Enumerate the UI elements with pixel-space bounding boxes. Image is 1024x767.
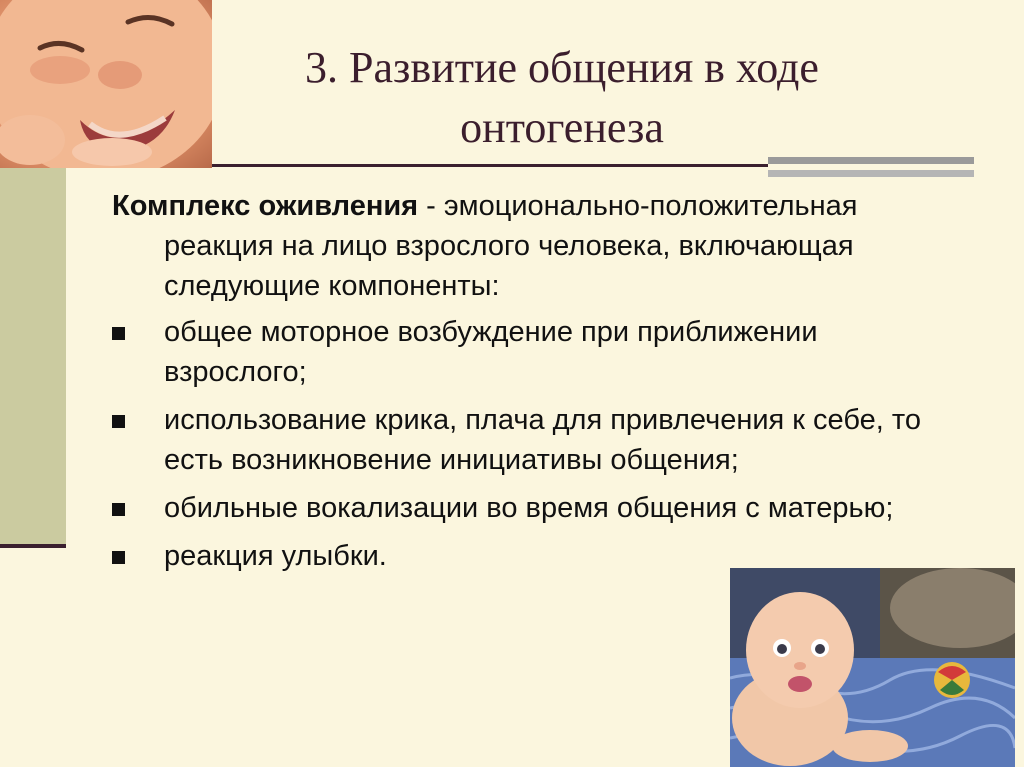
left-decorative-bar: [0, 168, 66, 546]
definition-term: Комплекс оживления: [112, 190, 419, 222]
smiling-baby-illustration: [0, 0, 212, 168]
list-item: [112, 488, 962, 528]
definition-paragraph: [112, 186, 962, 306]
left-decorative-line: [0, 544, 66, 548]
definition-text: - эмоционально-положительная реакция на лицо взрослого человека, включающая следующие компоненты:: [164, 190, 858, 302]
square-bullet-icon: [112, 503, 125, 516]
slide-title: [212, 38, 912, 158]
title-rule-gray-top: [768, 157, 974, 164]
slide-body: [112, 186, 962, 584]
slide-title-line-2: онтогенеза: [460, 103, 664, 152]
list-item: [112, 312, 962, 392]
list-item-text: обильные вокализации во время общения с матерью;: [164, 492, 894, 524]
title-rule-gray-bottom: [768, 170, 974, 177]
square-bullet-icon: [112, 551, 125, 564]
square-bullet-icon: [112, 415, 125, 428]
list-item-text: реакция улыбки.: [164, 540, 387, 572]
components-list: [112, 312, 962, 576]
baby-on-blanket-photo: [730, 568, 1015, 767]
list-item: [112, 400, 962, 480]
title-underline: [212, 164, 768, 167]
baby-on-blanket-illustration: [730, 568, 1015, 767]
list-item-text: общее моторное возбуждение при приближении взрослого;: [164, 316, 818, 388]
smiling-baby-photo: [0, 0, 212, 168]
list-item-text: использование крика, плача для привлечения к себе, то есть возникновение инициативы общения;: [164, 404, 921, 476]
square-bullet-icon: [112, 327, 125, 340]
slide-title-line-1: 3. Развитие общения в ходе: [305, 43, 819, 92]
